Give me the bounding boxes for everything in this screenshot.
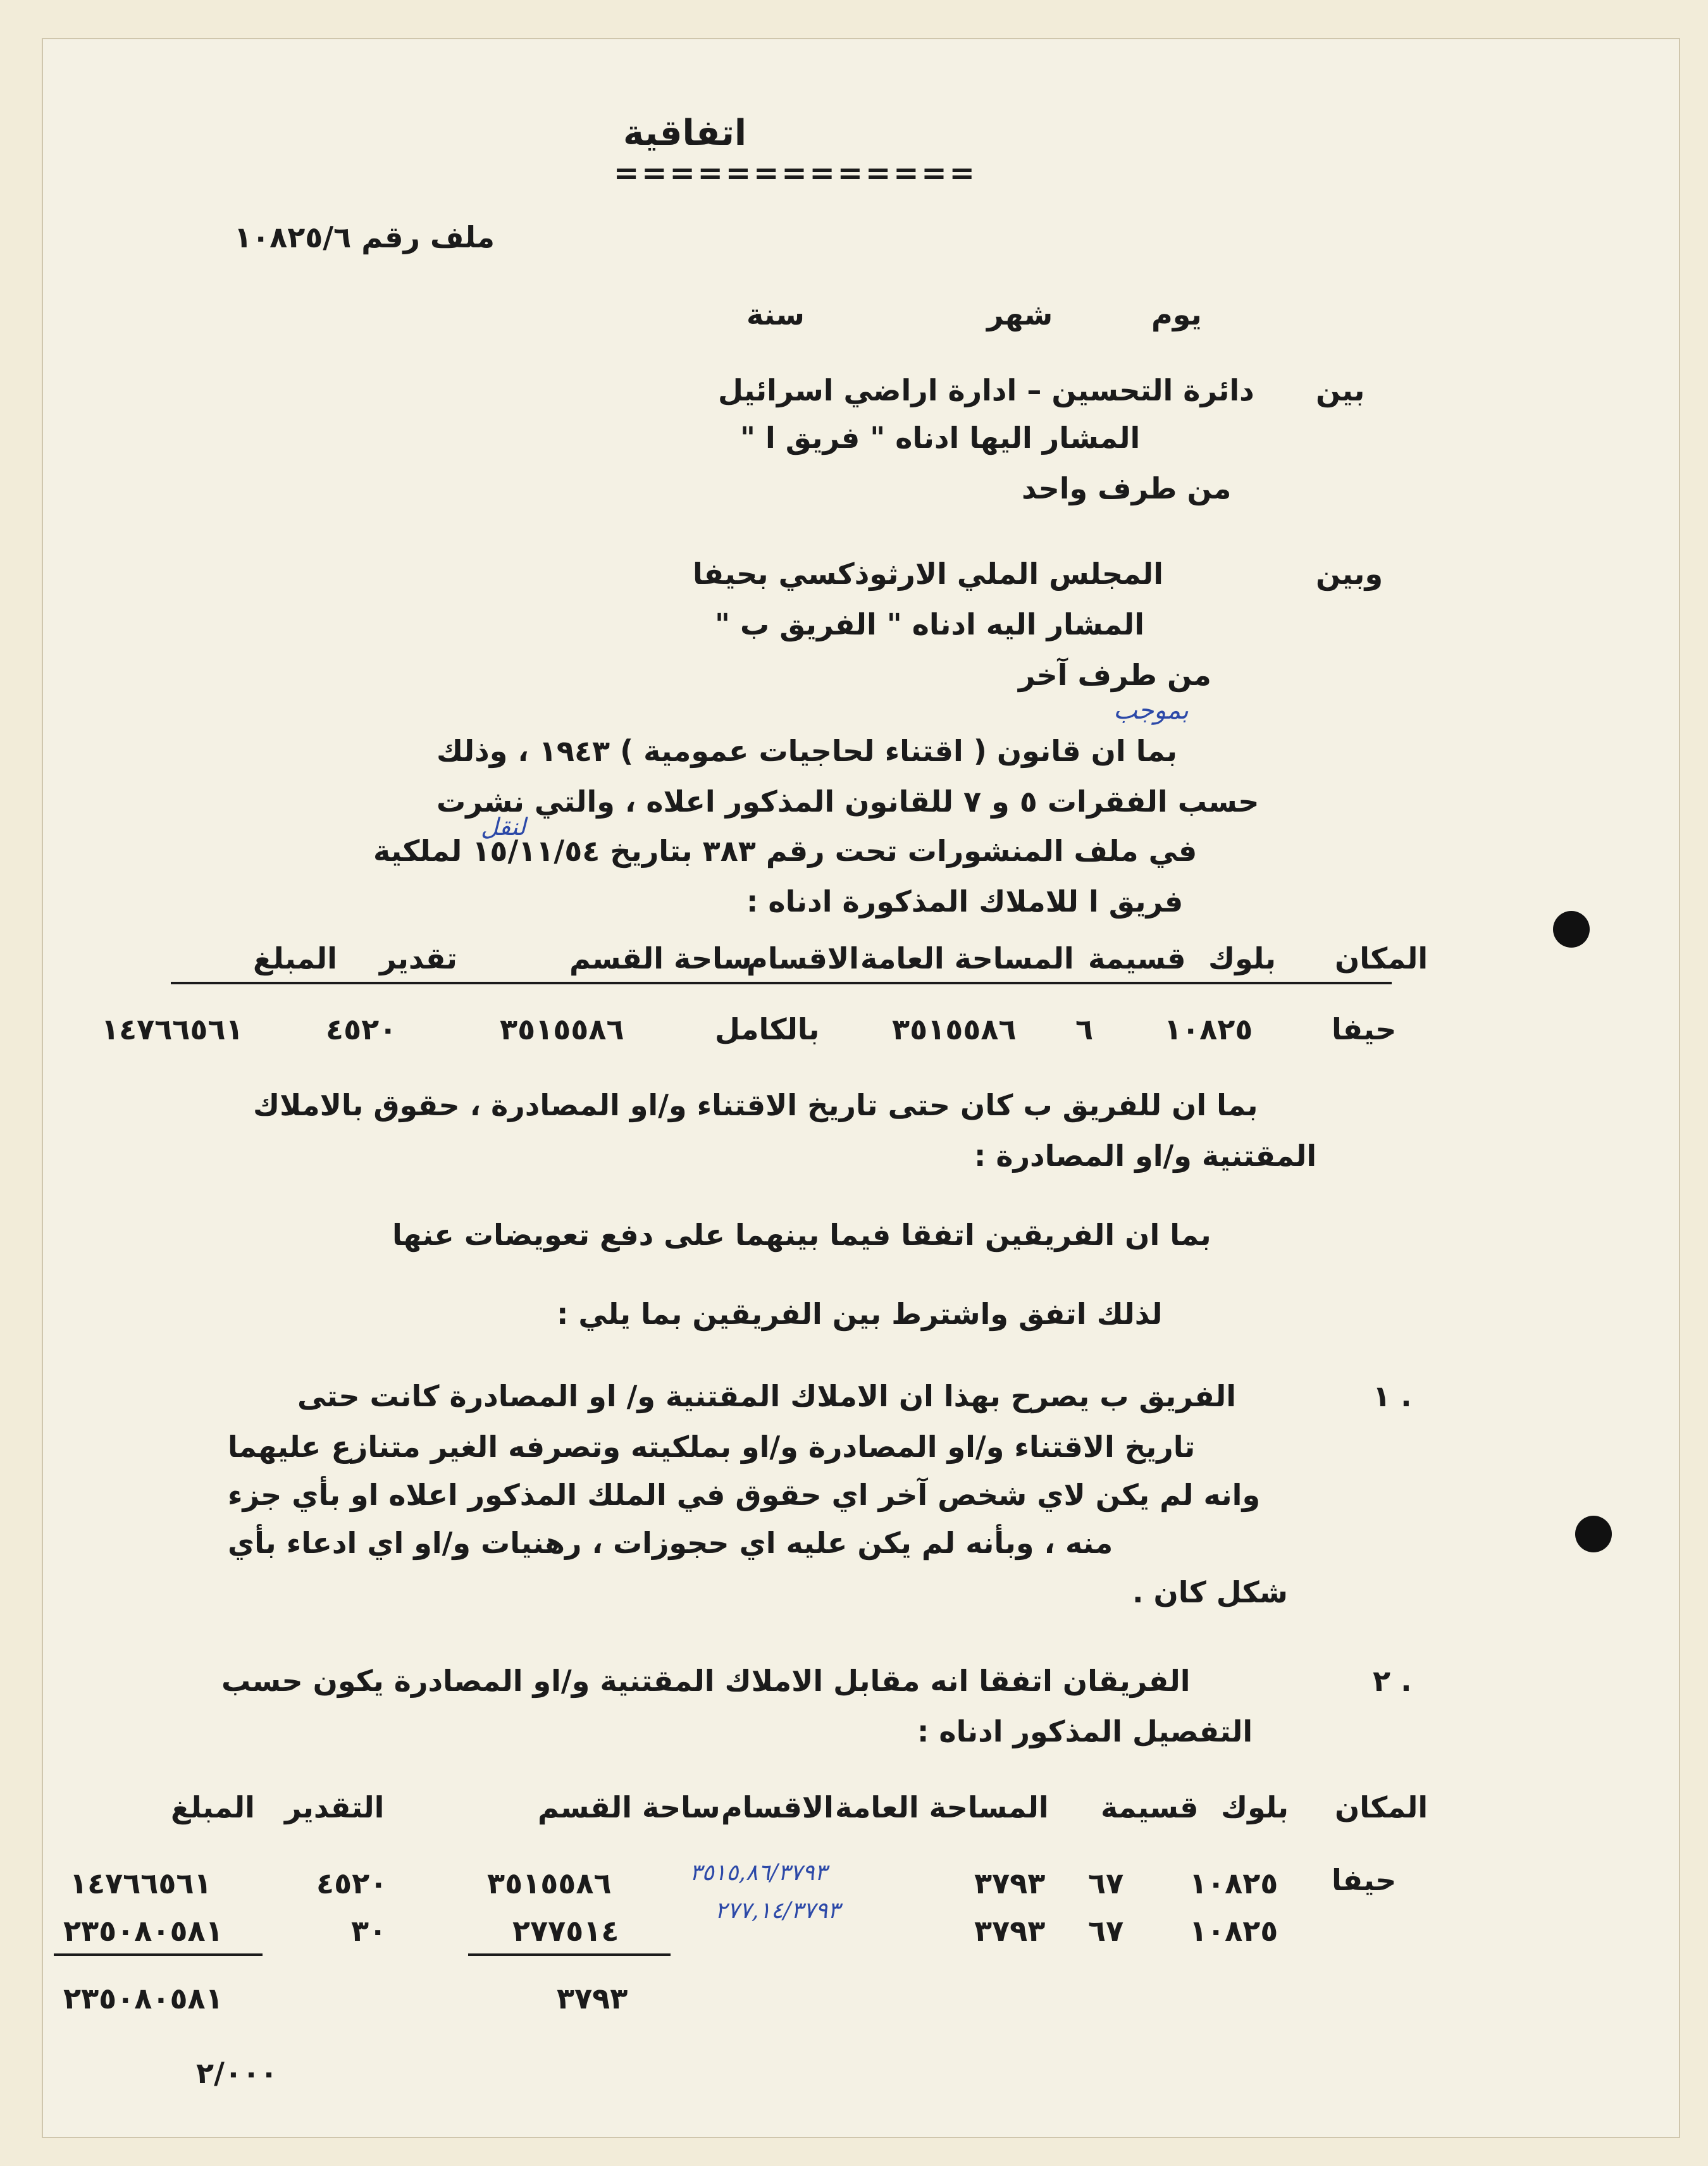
handwritten-note: بموجب — [1113, 696, 1189, 725]
table2-cell-estimate: ٤٥٢٠ — [316, 1866, 388, 1900]
agreement-intro: لذلك اتفق واشترط بين الفريقين بما يلي : — [557, 1297, 1163, 1331]
punch-hole-bottom — [1575, 1516, 1612, 1552]
date-label-year: سنة — [746, 297, 805, 331]
table1-header-block: بلوك — [1208, 941, 1277, 975]
table2-sum-rule-amount — [54, 1953, 263, 1956]
whereas-paragraph-line: بما ان الفريقين اتفقا فيما بينهما على دفع تعويضات عنها — [392, 1218, 1211, 1252]
party-a-label: بين — [1316, 373, 1365, 407]
table1-cell-total-area: ٣٥١٥٥٨٦ — [892, 1012, 1017, 1046]
whereas-paragraph-line: فريق ا للاملاك المذكورة ادناه : — [746, 884, 1184, 919]
party-b-label: وبين — [1316, 557, 1383, 591]
table2-cell-section-area: ٣٥١٥٥٨٦ — [487, 1866, 612, 1900]
clause-1-line: منه ، وبأنه لم يكن عليه اي حجوزات ، رهنيات و/او اي ادعاء بأي — [228, 1526, 1113, 1560]
table2-cell-amount: ٢٣٥٠٨٠٥٨١ — [63, 1914, 223, 1948]
table1-header-total-area: المساحة العامة — [860, 941, 1074, 975]
table2-header-sections: الاقسام — [721, 1790, 834, 1824]
party-b-line: المجلس الملي الارثوذكسي بحيفا — [693, 557, 1163, 591]
table1-header-sections: الاقسام — [746, 941, 859, 975]
table2-header-total-area: المساحة العامة — [835, 1790, 1049, 1824]
page-number: ٢/٠٠٠ — [196, 2056, 278, 2090]
table1-cell-estimate: ٤٥٢٠ — [326, 1012, 397, 1046]
handwritten-note: لنقل — [481, 813, 526, 841]
table2-header-place: المكان — [1335, 1790, 1428, 1824]
file-number: ملف رقم ١٠٨٢٥/٦ — [234, 220, 495, 254]
handwritten-note: ٢٧٧,١٤/٣٧٩٣ — [715, 1898, 840, 1924]
handwritten-note: ٣٥١٥,٨٦/٣٧٩٣ — [690, 1860, 827, 1886]
table1-cell-section-area: ٣٥١٥٥٨٦ — [500, 1012, 624, 1046]
whereas-paragraph-line: بما ان للفريق ب كان حتى تاريخ الاقتناء و/او المصادرة ، حقوق بالاملاك — [253, 1088, 1258, 1122]
date-label-month: شهر — [987, 297, 1053, 331]
table1-cell-amount: ١٤٧٦٦٥٦١ — [101, 1012, 244, 1046]
clause-1-line: تاريخ الاقتناء و/او المصادرة و/او بملكيته وتصرفه الغير متنازع عليهما — [228, 1430, 1196, 1464]
table2-cell-total-area: ٣٧٩٣ — [974, 1866, 1046, 1900]
table1-cell-place: حيفا — [1332, 1012, 1397, 1046]
table2-header-block: بلوك — [1221, 1790, 1289, 1824]
document-title: اتفاقية — [623, 113, 747, 154]
table1-header-parcel: قسيمة — [1088, 941, 1186, 975]
table1-header-rule — [171, 982, 1392, 984]
table2-header-parcel: قسيمة — [1101, 1790, 1199, 1824]
whereas-paragraph-line: بما ان قانون ( اقتناء لحاجيات عمومية ) ١٩٤٣ ، وذلك — [436, 734, 1178, 768]
clause-2-line: التفصيل المذكور ادناه : — [917, 1714, 1253, 1748]
table1-cell-sections: بالكامل — [715, 1012, 820, 1046]
party-a-line: دائرة التحسين – ادارة اراضي اسرائيل — [718, 373, 1254, 407]
table1-header-section-area: ساحة القسم — [569, 941, 752, 975]
whereas-paragraph-line: حسب الفقرات ٥ و ٧ للقانون المذكور اعلاه ، والتي نشرت — [436, 784, 1259, 819]
table2-cell-estimate: ٣٠ — [351, 1914, 387, 1948]
table2-cell-parcel: ٦٧ — [1088, 1914, 1124, 1948]
clause-1-number: ١ . — [1373, 1379, 1412, 1413]
date-label-day: يوم — [1151, 297, 1202, 331]
clause-1-line: الفريق ب يصرح بهذا ان الاملاك المقتنية و/ او المصادرة كانت حتى — [297, 1379, 1236, 1413]
table1-cell-parcel: ٦ — [1075, 1012, 1094, 1046]
table2-cell-block: ١٠٨٢٥ — [1189, 1866, 1278, 1900]
clause-1-line: شكل كان . — [1132, 1575, 1288, 1609]
clause-2-number: ٢ . — [1373, 1664, 1412, 1698]
table2-header-estimate: التقدير — [285, 1790, 385, 1824]
table2-sum-rule-area — [468, 1953, 671, 1956]
party-a-line: من طرف واحد — [1022, 471, 1232, 505]
table2-cell-parcel: ٦٧ — [1088, 1866, 1124, 1900]
table2-header-amount: المبلغ — [171, 1790, 255, 1824]
clause-2-line: الفريقان اتفقا انه مقابل الاملاك المقتنية و/او المصادرة يكون حسب — [221, 1664, 1191, 1698]
table2-header-section-area: ساحة القسم — [538, 1790, 721, 1824]
table2-cell-place: حيفا — [1332, 1863, 1397, 1897]
table1-header-amount: المبلغ — [253, 941, 337, 975]
party-a-line: المشار اليها ادناه " فريق ا " — [740, 421, 1141, 455]
table2-cell-total-area: ٣٧٩٣ — [974, 1914, 1046, 1948]
whereas-paragraph-line: المقتنية و/او المصادرة : — [974, 1139, 1317, 1173]
table1-cell-block: ١٠٨٢٥ — [1164, 1012, 1253, 1046]
party-b-line: المشار اليه ادناه " الفريق ب " — [715, 607, 1144, 641]
table1-header-place: المكان — [1335, 941, 1428, 975]
party-b-line: من طرف آخر — [1018, 658, 1211, 692]
table2-total-amount: ٢٣٥٠٨٠٥٨١ — [63, 1981, 223, 2015]
punch-hole-top — [1553, 911, 1590, 948]
table2-cell-block: ١٠٨٢٥ — [1189, 1914, 1278, 1948]
clause-1-line: وانه لم يكن لاي شخص آخر اي حقوق في الملك المذكور اعلاه او بأي جزء — [228, 1478, 1261, 1512]
table1-header-estimate: تقدير — [380, 941, 457, 975]
whereas-paragraph-line: في ملف المنشورات تحت رقم ٣٨٣ بتاريخ ١٥/١١/٥٤ لملكية — [373, 834, 1197, 868]
table2-total-area: ٣٧٩٣ — [557, 1981, 628, 2015]
table2-cell-amount: ١٤٧٦٦٥٦١ — [70, 1866, 212, 1900]
title-underline: ============= — [614, 156, 977, 191]
table2-cell-section-area: ٢٧٧٥١٤ — [512, 1914, 619, 1948]
